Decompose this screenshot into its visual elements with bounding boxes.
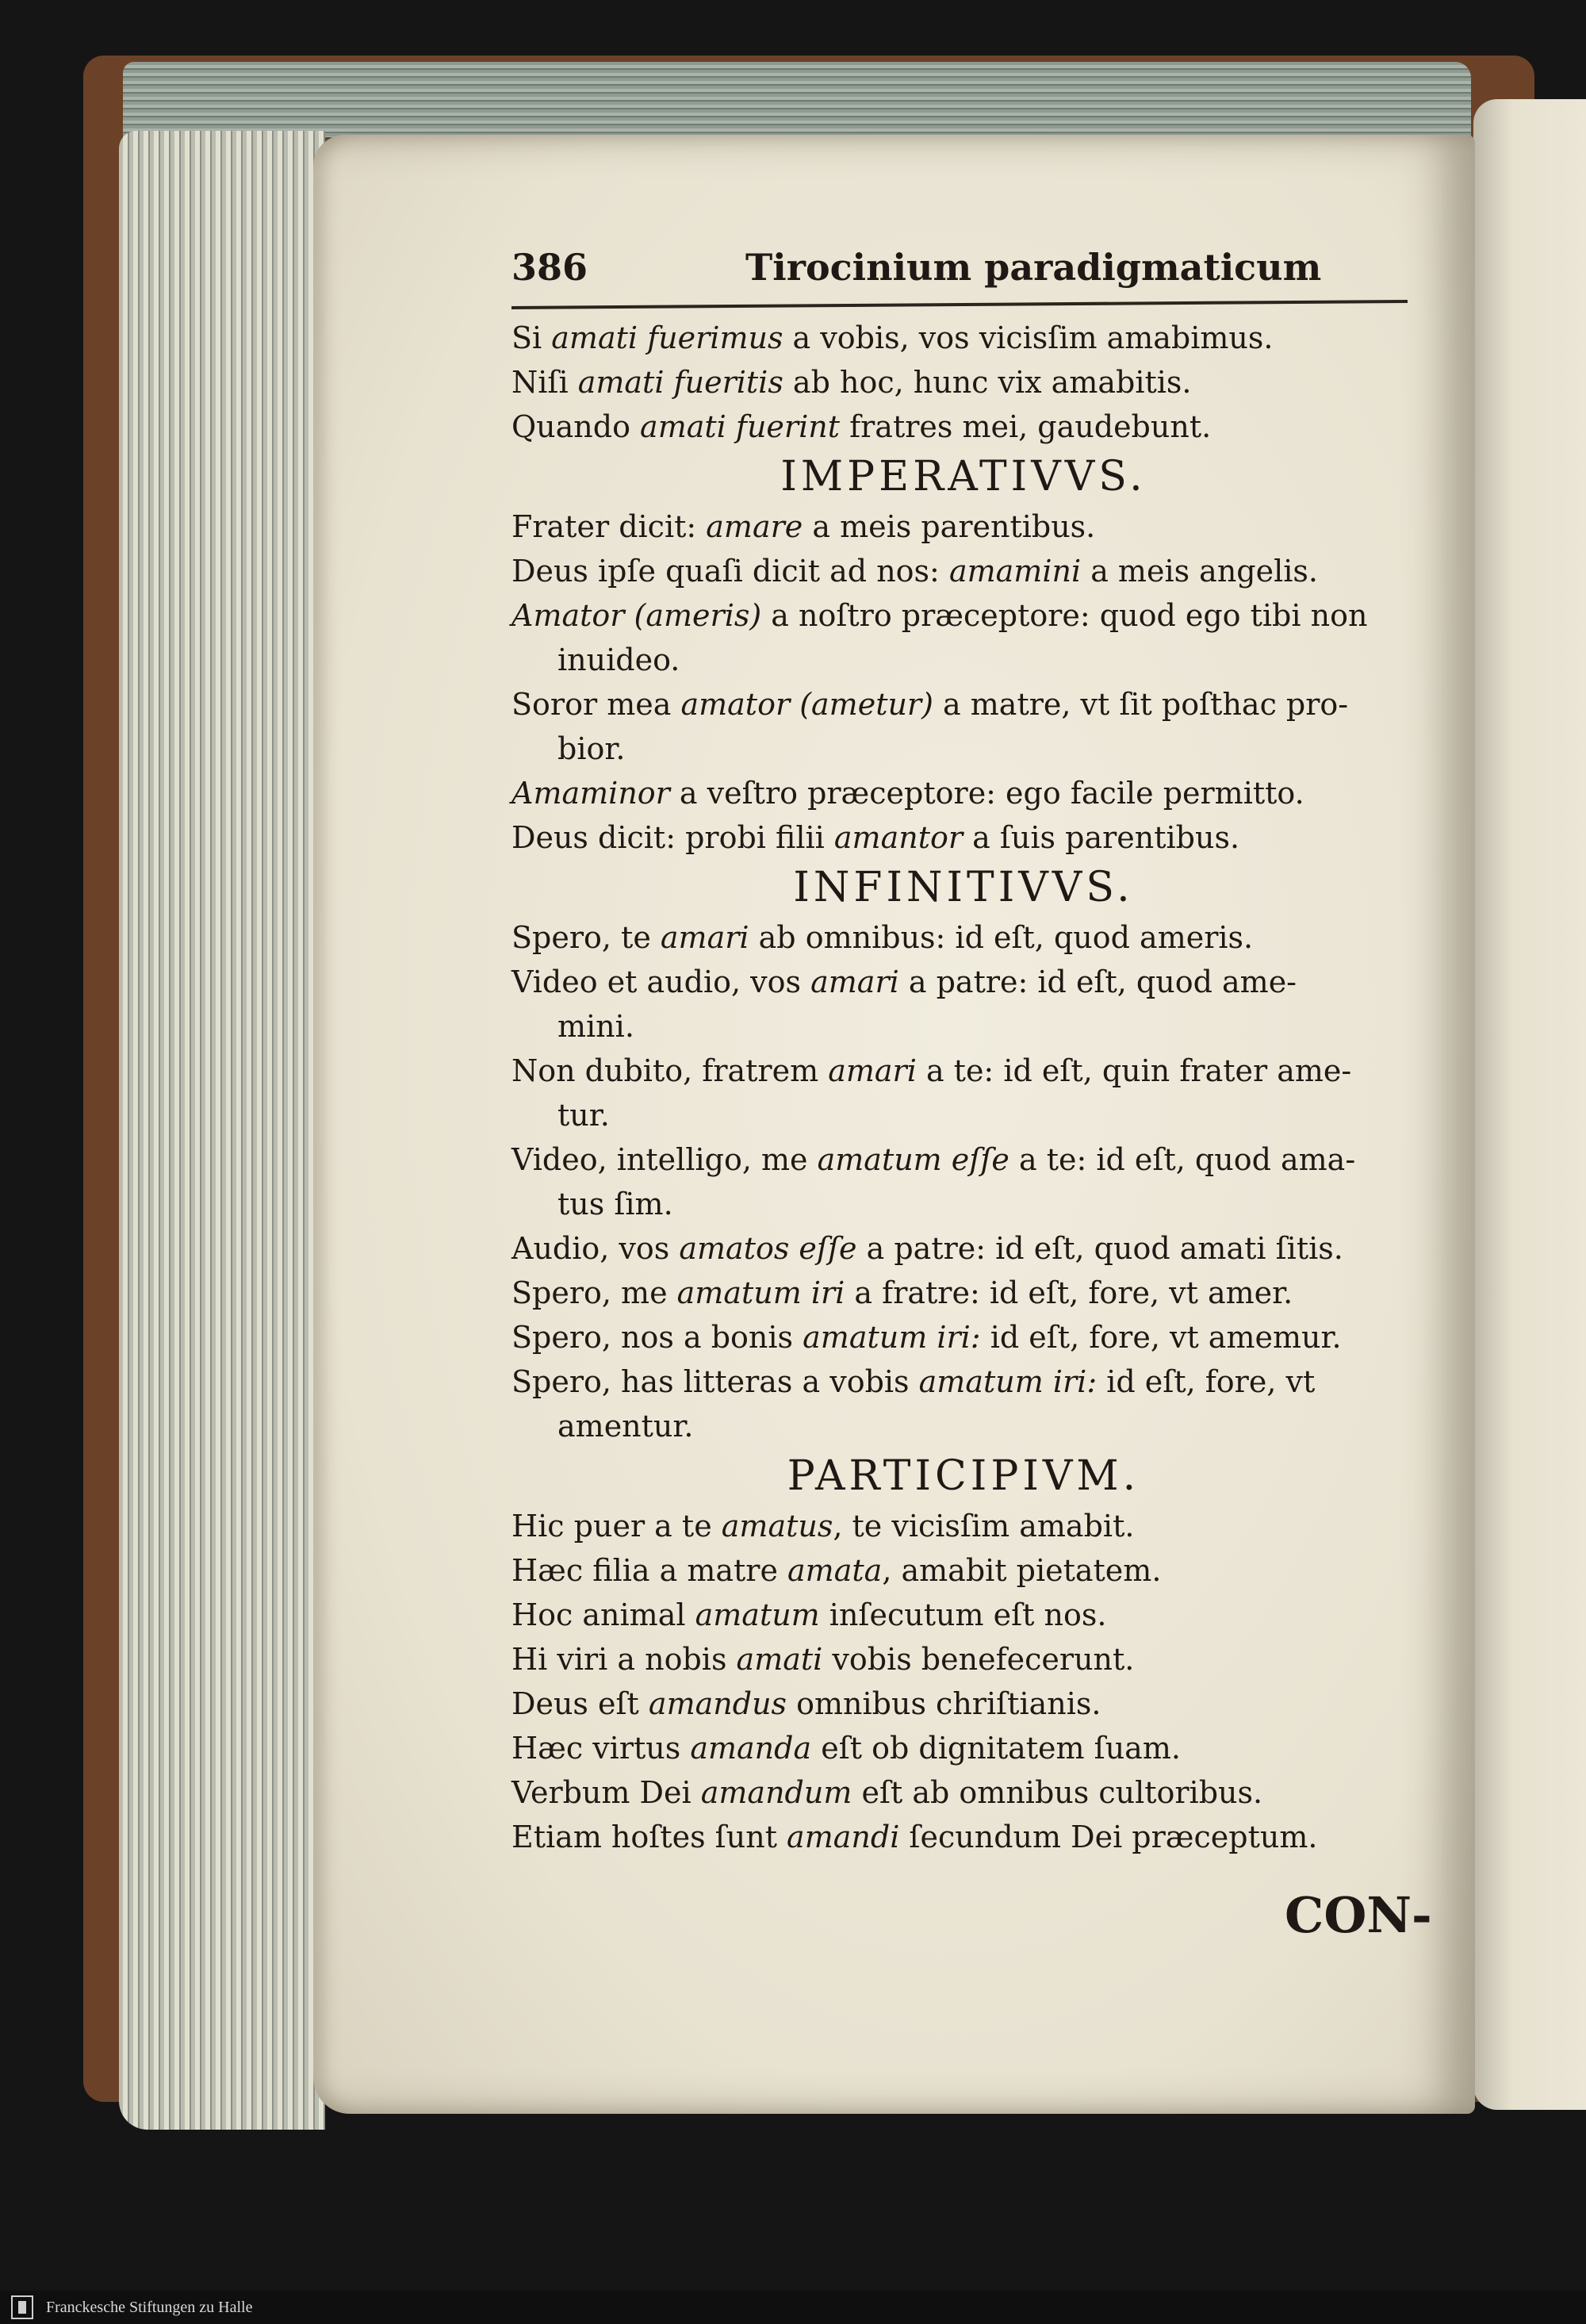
text-line: inuideo. (557, 642, 680, 677)
text-line: Spero, has litteras a vobis amatum iri: id eſt, fore, vt (511, 1364, 1316, 1399)
text-line: Hoc animal amatum inſecutum eſt nos. (511, 1597, 1107, 1632)
catchword: CON- (1285, 1886, 1432, 1944)
page-edges-side (119, 131, 325, 2130)
text-line: Soror mea amator (ametur) a matre, vt ſit poſthac pro- (511, 687, 1349, 722)
running-head (511, 246, 1416, 311)
section-heading-infinitivus: INFINITIVVS. (793, 864, 1134, 911)
text-line: amentur. (557, 1409, 694, 1444)
text-line: Spero, te amari ab omnibus: id eſt, quod ameris. (511, 920, 1254, 955)
text-line: Amator (ameris) a noſtro præceptore: quod ego tibi non (511, 598, 1368, 633)
running-title: Tirocinium paradigmaticum (745, 246, 1322, 289)
text-line: Deus ipſe quaſi dicit ad nos: amamini a meis angelis. (511, 554, 1319, 589)
text-line: tur. (557, 1098, 610, 1133)
text-line: mini. (557, 1009, 634, 1044)
text-line: tus ſim. (557, 1187, 673, 1221)
text-line: Hic puer a te amatus, te vicisſim amabit. (511, 1509, 1135, 1544)
text-line: Video, intelligo, me amatum eſſe a te: id eſt, quod ama- (511, 1142, 1356, 1177)
text-line: Spero, nos a bonis amatum iri: id eſt, fore, vt amemur. (511, 1320, 1342, 1355)
text-line: Frater dicit: amare a meis parentibus. (511, 509, 1096, 544)
text-line: Etiam hoſtes ſunt amandi ſecundum Dei præceptum. (511, 1820, 1318, 1854)
text-line: Hæc virtus amanda eſt ob dignitatem ſuam. (511, 1731, 1181, 1766)
text-line: Verbum Dei amandum eſt ab omnibus cultoribus. (511, 1775, 1263, 1810)
page-edges-top (123, 62, 1471, 137)
text-line: Amaminor a veſtro præceptore: ego facile permitto. (511, 776, 1304, 811)
footer-bar (0, 2291, 1586, 2324)
text-line: Quando amati fuerint fratres mei, gaudebunt. (511, 409, 1212, 444)
text-line: Hi viri a nobis amati vobis benefecerunt. (511, 1642, 1135, 1677)
text-line: bior. (557, 731, 626, 766)
facing-page (1473, 99, 1586, 2110)
text-line: Si amati fuerimus a vobis, vos vicisſim amabimus. (511, 320, 1274, 355)
text-block (511, 246, 1416, 1859)
text-line: Deus eſt amandus omnibus chriſtianis. (511, 1686, 1101, 1721)
institution-logo-icon (11, 2295, 33, 2319)
section-heading-participium: PARTICIPIVM. (787, 1452, 1140, 1500)
text-line: Video et audio, vos amari a patre: id eſt, quod ame- (511, 964, 1297, 999)
footer-credit: Franckesche Stiftungen zu Halle (46, 2299, 253, 2316)
page-number: 386 (511, 246, 588, 289)
text-line: Non dubito, fratrem amari a te: id eſt, quin frater ame- (511, 1053, 1352, 1088)
text-line: Audio, vos amatos eſſe a patre: id eſt, quod amati ſitis. (511, 1231, 1343, 1266)
text-line: Deus dicit: probi filii amantor a ſuis parentibus. (511, 820, 1240, 855)
page-text (511, 311, 1416, 1859)
text-line: Hæc filia a matre amata, amabit pietatem. (511, 1553, 1162, 1588)
text-line: Spero, me amatum iri a fratre: id eſt, fore, vt amer. (511, 1275, 1293, 1310)
head-rule (511, 300, 1408, 309)
text-line: Niſi amati fueritis ab hoc, hunc vix amabitis. (511, 365, 1192, 400)
section-heading-imperativus: IMPERATIVVS. (780, 453, 1147, 500)
